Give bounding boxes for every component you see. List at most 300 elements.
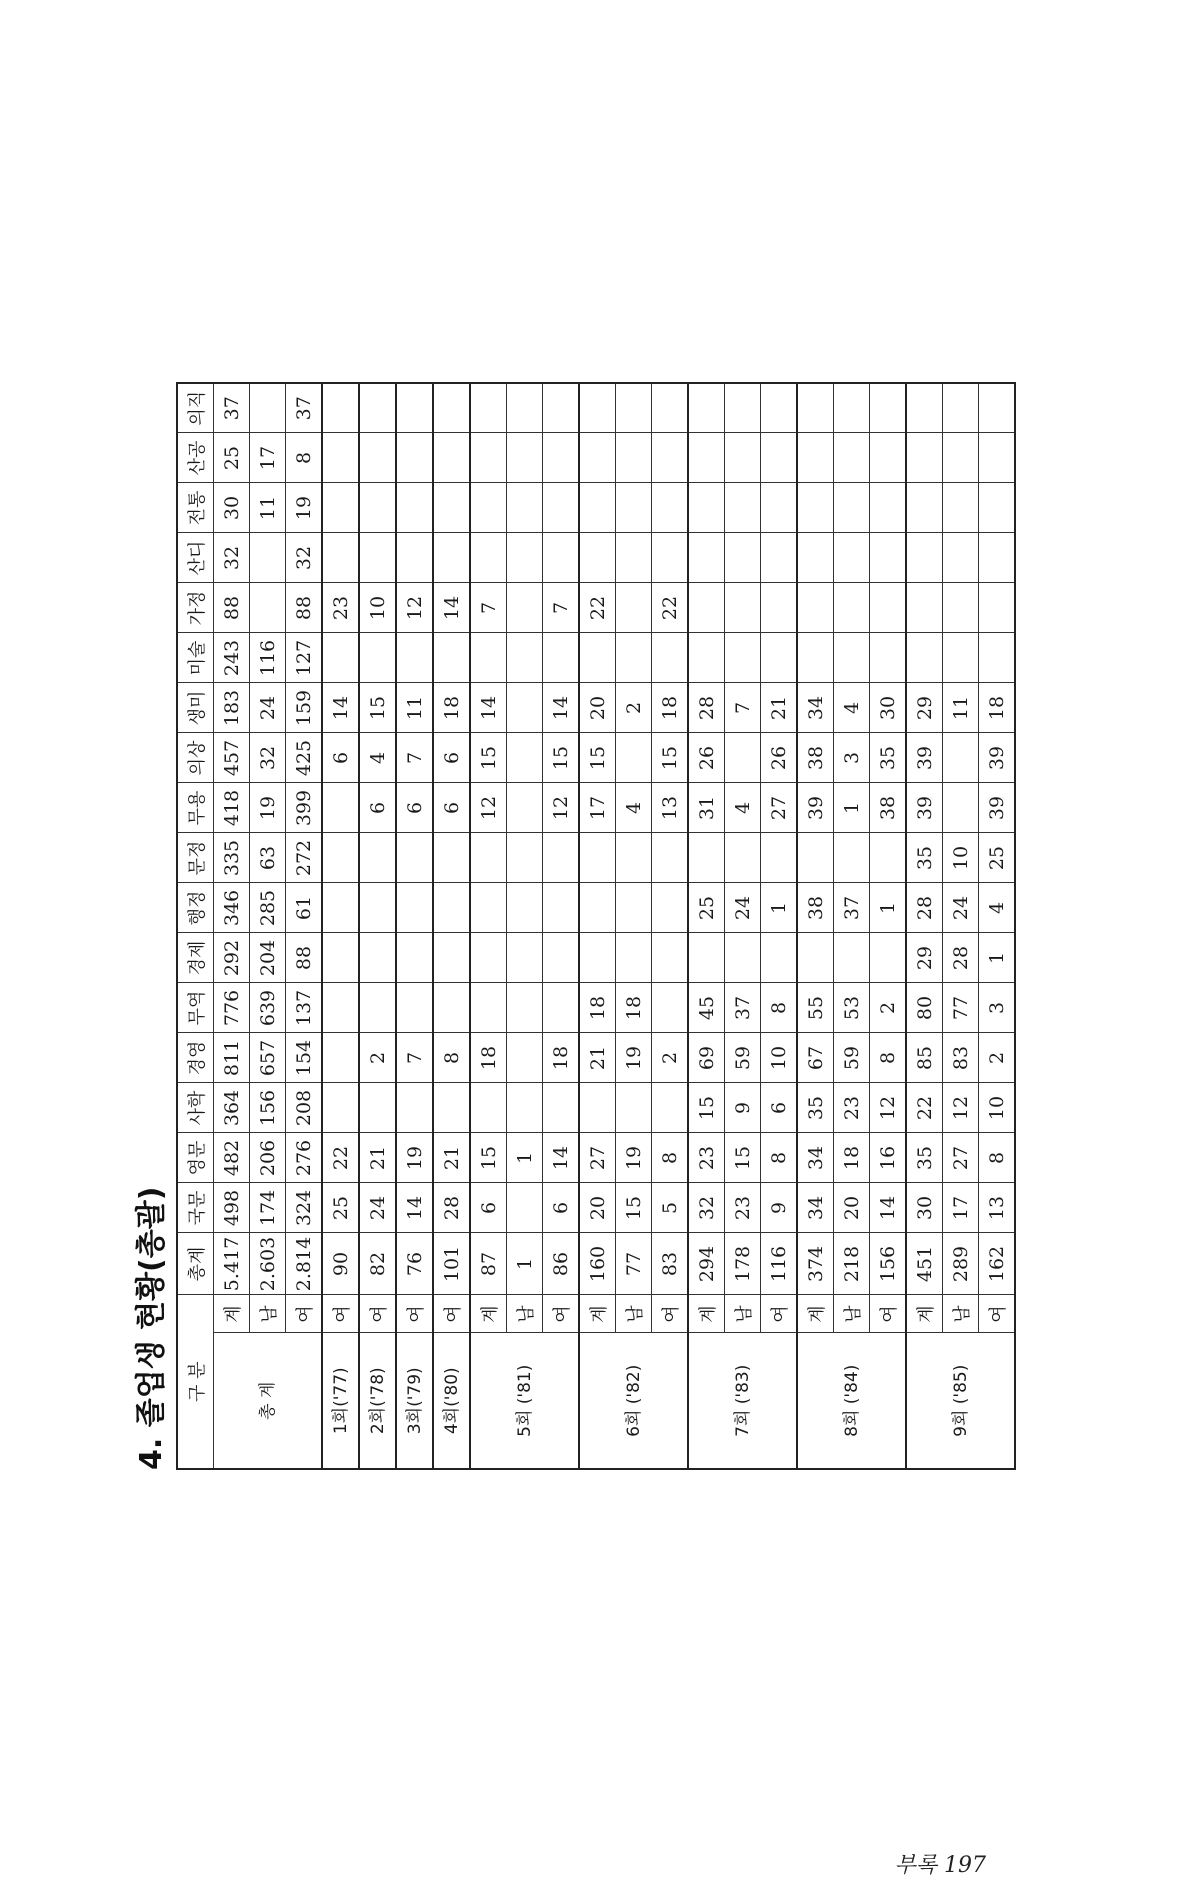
value-cell: 83 (943, 1033, 979, 1083)
value-cell (688, 833, 725, 883)
value-cell: 776 (214, 983, 250, 1033)
value-cell (761, 383, 798, 433)
value-cell: 243 (214, 633, 250, 683)
value-cell: 156 (250, 1083, 286, 1133)
value-cell (979, 383, 1016, 433)
value-cell: 19 (396, 1133, 433, 1183)
value-cell: 10 (943, 833, 979, 883)
value-cell: 418 (214, 783, 250, 833)
value-cell: 24 (943, 883, 979, 933)
value-cell (906, 533, 943, 583)
value-cell: 160 (579, 1233, 616, 1295)
value-cell: 4 (359, 733, 396, 783)
value-cell: 27 (579, 1133, 616, 1183)
value-cell: 20 (834, 1183, 870, 1233)
value-cell (725, 383, 761, 433)
value-cell (250, 583, 286, 633)
value-cell (797, 483, 834, 533)
value-cell (834, 583, 870, 633)
value-cell (616, 883, 652, 933)
value-cell: 29 (906, 683, 943, 733)
value-cell (470, 833, 507, 883)
value-cell: 59 (725, 1033, 761, 1083)
value-cell (797, 633, 834, 683)
value-cell (359, 533, 396, 583)
gender-label-cell: 남 (943, 1295, 979, 1333)
gender-label-cell: 남 (725, 1295, 761, 1333)
value-cell: 32 (688, 1183, 725, 1233)
value-cell: 101 (433, 1233, 470, 1295)
value-cell (543, 1083, 580, 1133)
value-cell (507, 583, 543, 633)
value-cell (652, 433, 689, 483)
value-cell (470, 883, 507, 933)
gender-label-cell: 여 (979, 1295, 1016, 1333)
value-cell: 15 (470, 733, 507, 783)
value-cell: 32 (214, 533, 250, 583)
value-cell: 39 (979, 783, 1016, 833)
value-cell (470, 933, 507, 983)
value-cell: 20 (579, 1183, 616, 1233)
value-cell: 37 (286, 383, 323, 433)
value-cell: 27 (761, 783, 798, 833)
value-cell (507, 883, 543, 933)
table-row (979, 383, 1016, 1469)
table-row (652, 383, 689, 1469)
value-cell: 178 (725, 1233, 761, 1295)
value-cell (470, 633, 507, 683)
value-cell: 2 (652, 1033, 689, 1083)
column-header: 경제 (177, 933, 214, 983)
value-cell: 15 (579, 733, 616, 783)
value-cell: 4 (616, 783, 652, 833)
value-cell (943, 633, 979, 683)
value-cell: 14 (470, 683, 507, 733)
value-cell (834, 533, 870, 583)
value-cell: 5.417 (214, 1233, 250, 1295)
value-cell (652, 633, 689, 683)
value-cell: 14 (543, 1133, 580, 1183)
value-cell (507, 733, 543, 783)
value-cell (433, 983, 470, 1033)
value-cell: 218 (834, 1233, 870, 1295)
value-cell (470, 483, 507, 533)
value-cell: 30 (870, 683, 907, 733)
value-cell (725, 933, 761, 983)
value-cell: 28 (943, 933, 979, 983)
value-cell: 45 (688, 983, 725, 1033)
value-cell: 116 (761, 1233, 798, 1295)
value-cell: 9 (725, 1083, 761, 1133)
value-cell: 67 (797, 1033, 834, 1083)
value-cell: 2.814 (286, 1233, 323, 1295)
graduates-table (176, 382, 1016, 1470)
value-cell: 15 (470, 1133, 507, 1183)
value-cell (543, 983, 580, 1033)
value-cell: 1 (834, 783, 870, 833)
value-cell (943, 483, 979, 533)
value-cell: 82 (359, 1233, 396, 1295)
value-cell: 31 (688, 783, 725, 833)
table-row (396, 383, 433, 1469)
value-cell (688, 583, 725, 633)
value-cell (579, 933, 616, 983)
value-cell: 10 (359, 583, 396, 633)
value-cell: 13 (979, 1183, 1016, 1233)
value-cell: 2.603 (250, 1233, 286, 1295)
value-cell: 5 (652, 1183, 689, 1233)
value-cell (507, 383, 543, 433)
value-cell (870, 433, 907, 483)
value-cell (543, 633, 580, 683)
value-cell: 22 (652, 583, 689, 633)
table-row (906, 383, 943, 1469)
gender-label-cell: 계 (579, 1295, 616, 1333)
value-cell (725, 533, 761, 583)
value-cell (470, 1083, 507, 1133)
value-cell (906, 433, 943, 483)
value-cell: 12 (870, 1083, 907, 1133)
value-cell (250, 533, 286, 583)
value-cell: 10 (979, 1083, 1016, 1133)
table-row (507, 383, 543, 1469)
value-cell: 18 (543, 1033, 580, 1083)
value-cell: 272 (286, 833, 323, 883)
table-row (250, 383, 286, 1469)
column-header: 가정 (177, 583, 214, 633)
value-cell (797, 833, 834, 883)
value-cell: 61 (286, 883, 323, 933)
value-cell (359, 1083, 396, 1133)
value-cell (797, 383, 834, 433)
value-cell: 7 (725, 683, 761, 733)
table-row (433, 383, 470, 1469)
value-cell: 86 (543, 1233, 580, 1295)
value-cell: 21 (579, 1033, 616, 1083)
value-cell (507, 983, 543, 1033)
value-cell (725, 833, 761, 883)
gender-label-cell: 여 (322, 1295, 359, 1333)
value-cell: 4 (834, 683, 870, 733)
value-cell: 16 (870, 1133, 907, 1183)
value-cell: 162 (979, 1233, 1016, 1295)
value-cell (688, 933, 725, 983)
gender-label-cell: 여 (359, 1295, 396, 1333)
value-cell: 8 (761, 1133, 798, 1183)
value-cell: 1 (507, 1233, 543, 1295)
value-cell: 25 (688, 883, 725, 933)
value-cell: 137 (286, 983, 323, 1033)
value-cell: 15 (688, 1083, 725, 1133)
value-cell: 6 (543, 1183, 580, 1233)
value-cell: 15 (652, 733, 689, 783)
value-cell (507, 433, 543, 483)
value-cell: 1 (507, 1133, 543, 1183)
value-cell: 324 (286, 1183, 323, 1233)
value-cell (834, 933, 870, 983)
value-cell (616, 533, 652, 583)
value-cell (507, 833, 543, 883)
gender-label-cell: 계 (688, 1295, 725, 1333)
value-cell (652, 883, 689, 933)
value-cell: 25 (214, 433, 250, 483)
value-cell (396, 1083, 433, 1133)
table-row (579, 383, 616, 1469)
page-title: 4. 졸업생 현황(총괄) (134, 1186, 169, 1470)
value-cell: 335 (214, 833, 250, 883)
value-cell: 24 (250, 683, 286, 733)
value-cell: 204 (250, 933, 286, 983)
value-cell (433, 933, 470, 983)
value-cell: 19 (616, 1133, 652, 1183)
value-cell (943, 533, 979, 583)
value-cell (507, 533, 543, 583)
value-cell: 76 (396, 1233, 433, 1295)
value-cell: 83 (652, 1233, 689, 1295)
value-cell (943, 783, 979, 833)
table-body (214, 383, 1016, 1469)
value-cell (652, 933, 689, 983)
column-header: 문정 (177, 833, 214, 883)
value-cell: 3 (834, 733, 870, 783)
value-cell (797, 933, 834, 983)
value-cell (979, 433, 1016, 483)
value-cell: 4 (979, 883, 1016, 933)
table-row (359, 383, 396, 1469)
value-cell: 12 (543, 783, 580, 833)
value-cell: 30 (906, 1183, 943, 1233)
value-cell (834, 633, 870, 683)
value-cell (870, 533, 907, 583)
value-cell: 18 (616, 983, 652, 1033)
value-cell: 285 (250, 883, 286, 933)
value-cell (359, 833, 396, 883)
value-cell (396, 633, 433, 683)
value-cell (761, 483, 798, 533)
table-row (870, 383, 907, 1469)
value-cell: 28 (433, 1183, 470, 1233)
column-header: 전통 (177, 483, 214, 533)
value-cell: 18 (834, 1133, 870, 1183)
value-cell: 498 (214, 1183, 250, 1233)
group-label-cell: 4회('80) (433, 1333, 470, 1469)
value-cell: 39 (979, 733, 1016, 783)
value-cell (616, 483, 652, 533)
column-header: 국문 (177, 1183, 214, 1233)
column-header: 행정 (177, 883, 214, 933)
column-header: 생미 (177, 683, 214, 733)
table-row (834, 383, 870, 1469)
value-cell (906, 483, 943, 533)
value-cell (322, 533, 359, 583)
value-cell: 374 (797, 1233, 834, 1295)
value-cell (943, 383, 979, 433)
value-cell (543, 383, 580, 433)
value-cell (322, 883, 359, 933)
value-cell: 25 (979, 833, 1016, 883)
value-cell (359, 883, 396, 933)
gender-label-cell: 계 (797, 1295, 834, 1333)
value-cell: 14 (543, 683, 580, 733)
value-cell (396, 933, 433, 983)
value-cell: 23 (725, 1183, 761, 1233)
value-cell (543, 433, 580, 483)
value-cell: 28 (688, 683, 725, 733)
value-cell (906, 633, 943, 683)
value-cell (688, 383, 725, 433)
value-cell: 10 (761, 1033, 798, 1083)
gender-label-cell: 남 (507, 1295, 543, 1333)
value-cell: 12 (396, 583, 433, 633)
value-cell (616, 583, 652, 633)
value-cell (396, 383, 433, 433)
value-cell (359, 383, 396, 433)
value-cell (652, 1083, 689, 1133)
value-cell: 29 (906, 933, 943, 983)
value-cell: 2 (979, 1033, 1016, 1083)
value-cell: 88 (286, 583, 323, 633)
value-cell: 6 (396, 783, 433, 833)
gender-label-cell: 여 (652, 1295, 689, 1333)
value-cell: 39 (906, 733, 943, 783)
value-cell: 6 (433, 783, 470, 833)
table-row (616, 383, 652, 1469)
value-cell (470, 533, 507, 583)
value-cell (616, 733, 652, 783)
value-cell: 34 (797, 683, 834, 733)
value-cell: 6 (359, 783, 396, 833)
value-cell (943, 433, 979, 483)
value-cell: 35 (797, 1083, 834, 1133)
value-cell (652, 383, 689, 433)
value-cell: 14 (322, 683, 359, 733)
value-cell (322, 983, 359, 1033)
value-cell: 55 (797, 983, 834, 1033)
value-cell: 24 (725, 883, 761, 933)
value-cell: 3 (979, 983, 1016, 1033)
value-cell: 1 (979, 933, 1016, 983)
value-cell: 12 (943, 1083, 979, 1133)
value-cell (834, 483, 870, 533)
group-label-cell: 8회 ('84) (797, 1333, 906, 1469)
value-cell (834, 833, 870, 883)
table-row (214, 383, 250, 1469)
value-cell: 21 (433, 1133, 470, 1183)
table-row (761, 383, 798, 1469)
value-cell (579, 833, 616, 883)
value-cell: 8 (979, 1133, 1016, 1183)
value-cell: 38 (797, 733, 834, 783)
value-cell: 174 (250, 1183, 286, 1233)
value-cell: 6 (322, 733, 359, 783)
value-cell: 38 (797, 883, 834, 933)
value-cell (359, 433, 396, 483)
value-cell: 8 (286, 433, 323, 483)
rotated-page-content (130, 280, 1009, 1470)
value-cell: 346 (214, 883, 250, 933)
value-cell: 639 (250, 983, 286, 1033)
value-cell (543, 483, 580, 533)
value-cell: 15 (725, 1133, 761, 1183)
value-cell: 39 (797, 783, 834, 833)
value-cell: 77 (616, 1233, 652, 1295)
group-label-cell: 3회('79) (396, 1333, 433, 1469)
value-cell (761, 533, 798, 583)
value-cell (579, 533, 616, 583)
value-cell: 6 (433, 733, 470, 783)
value-cell (725, 633, 761, 683)
value-cell: 32 (250, 733, 286, 783)
value-cell: 77 (943, 983, 979, 1033)
value-cell (507, 1183, 543, 1233)
value-cell: 2 (616, 683, 652, 733)
value-cell (979, 633, 1016, 683)
value-cell: 38 (870, 783, 907, 833)
value-cell (322, 833, 359, 883)
value-cell (359, 933, 396, 983)
value-cell (433, 533, 470, 583)
value-cell: 14 (396, 1183, 433, 1233)
value-cell (616, 933, 652, 983)
gender-label-cell: 여 (761, 1295, 798, 1333)
value-cell (507, 1033, 543, 1083)
value-cell: 8 (433, 1033, 470, 1083)
value-cell: 116 (250, 633, 286, 683)
value-cell: 87 (470, 1233, 507, 1295)
value-cell (470, 983, 507, 1033)
value-cell: 34 (797, 1183, 834, 1233)
value-cell (322, 1033, 359, 1083)
value-cell: 7 (470, 583, 507, 633)
value-cell: 206 (250, 1133, 286, 1183)
value-cell: 39 (906, 783, 943, 833)
value-cell: 35 (906, 833, 943, 883)
value-cell: 156 (870, 1233, 907, 1295)
value-cell: 457 (214, 733, 250, 783)
header-corner-label: 구 분 (177, 1295, 214, 1469)
value-cell (979, 483, 1016, 533)
value-cell (688, 533, 725, 583)
value-cell (433, 1083, 470, 1133)
group-label-cell: 5회 ('81) (470, 1333, 579, 1469)
column-header: 영문 (177, 1133, 214, 1183)
table-row (943, 383, 979, 1469)
value-cell (870, 633, 907, 683)
value-cell (870, 583, 907, 633)
value-cell (507, 483, 543, 533)
value-cell: 154 (286, 1033, 323, 1083)
value-cell: 35 (906, 1133, 943, 1183)
value-cell (579, 1083, 616, 1133)
value-cell: 183 (214, 683, 250, 733)
value-cell (359, 483, 396, 533)
table-row (470, 383, 507, 1469)
value-cell (322, 383, 359, 433)
value-cell: 80 (906, 983, 943, 1033)
value-cell: 20 (579, 683, 616, 733)
value-cell: 14 (433, 583, 470, 633)
page-number: 부록 197 (894, 1853, 986, 1878)
value-cell (761, 933, 798, 983)
value-cell (396, 983, 433, 1033)
value-cell: 35 (870, 733, 907, 783)
gender-label-cell: 여 (396, 1295, 433, 1333)
value-cell: 9 (761, 1183, 798, 1233)
value-cell: 11 (943, 683, 979, 733)
value-cell: 85 (906, 1033, 943, 1083)
value-cell: 1 (870, 883, 907, 933)
value-cell (761, 433, 798, 483)
